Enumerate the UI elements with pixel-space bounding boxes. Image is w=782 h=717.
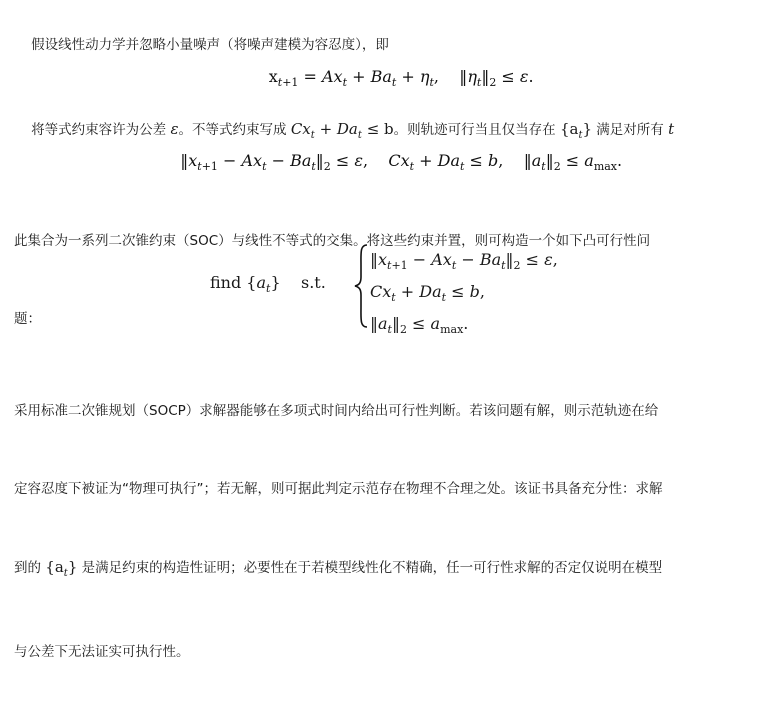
equation-constraints: $‖x_{t+1} - Ax_t$ − $Ba_t‖_2 \le \varepsilon$, $Cx_t + Da_t \le b$, $‖a_t‖_2 \le a_{max}$. (180, 151, 623, 174)
time-index-inline: t (668, 120, 675, 138)
constraint-text-1: 将等式约束容许为公差 (31, 122, 171, 138)
find-label: find $\{a_t\}$ s.t. (210, 273, 326, 296)
epsilon-symbol: ε (170, 120, 179, 138)
action-set-inline-2: $\{a_t\}$ (45, 558, 78, 579)
socp-text-line-3: 到的 $\{a_t\}$ 是满足约束的构造性证明；必要性在于若模型线性化不精确，任一可行性求解的否定仅说明在模型 (14, 558, 663, 579)
case-soc-dynamics: $‖x_{t+1} - Ax_t$ − $Ba_t‖_2 \le \varepsilon$, (370, 250, 558, 273)
constraint-text-2: 。不等式约束写成 (178, 122, 291, 138)
feasibility-problem (210, 243, 630, 337)
case-linear-inequality: $Cx_t + Da_t \le b$, (370, 282, 485, 305)
constraint-cases (370, 247, 558, 344)
socp-text-line-1: 采用标准二次锥规划（SOCP）求解器能够在多项式时间内给出可行性判断。若该问题有解，则示范轨迹在给 (14, 403, 659, 419)
socp-text-line-2: 定容忍度下被证为“物理可执行”；若无解，则可据此判定示范存在物理不合理之处。该证书具备充分性：求解 (14, 481, 663, 497)
soc-text-line-1: 此集合为一系列二次锥约束（SOC）与线性不等式的交集。将这些约束并置，则可构造一个如下凸可行性问 (14, 233, 651, 249)
paragraph-socp (14, 346, 774, 717)
equation-dynamics: $x_{t+1} = Ax_t + Ba_t + \eta_t$, $‖\eta_t‖_2 \le \varepsilon$. (268, 67, 534, 90)
case-action-bound: $‖a_t‖_2 \le a_{max}$. (370, 314, 469, 337)
constraint-text-4: 满足对所有 (592, 122, 669, 138)
soc-text-line-2: 题： (14, 311, 41, 327)
inequality-inline: $Cx_t + Da_t \le b$ (290, 120, 394, 141)
left-brace-icon (353, 243, 371, 329)
action-set-inline: $\{a_t\}$ (559, 120, 593, 141)
intro-text: 假设线性动力学并忽略小量噪声（将噪声建模为容忍度），即 (31, 37, 389, 53)
constraint-text-3: 。则轨迹可行当且仅当存在 (393, 122, 560, 138)
socp-text-line-4: 与公差下无法证实可执行性。 (14, 644, 190, 660)
